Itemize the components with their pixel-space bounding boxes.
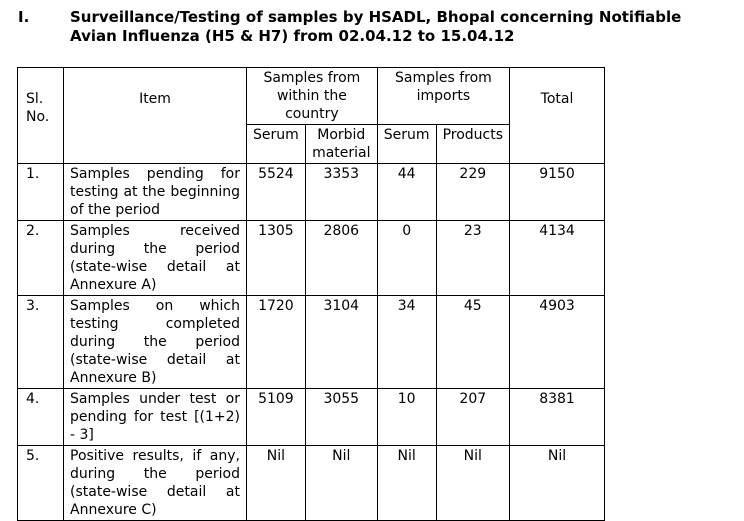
cell-products: 229	[436, 164, 509, 221]
cell-serum: 1720	[247, 296, 306, 389]
cell-item: Samples on which testing completed during the period (state-wise detail at Annexure B)	[64, 296, 247, 389]
cell-sl: 1.	[18, 164, 64, 221]
cell-sl: 4.	[18, 389, 64, 446]
cell-total: 4903	[510, 296, 605, 389]
cell-serum-imports: 44	[377, 164, 436, 221]
header-serum-imports: Serum	[377, 125, 436, 164]
cell-morbid: 3104	[305, 296, 377, 389]
header-within-country: Samples from within the country	[247, 68, 378, 125]
table-row	[18, 446, 605, 521]
cell-total: Nil	[510, 446, 605, 521]
table-row	[18, 164, 605, 221]
cell-total: 4134	[510, 221, 605, 296]
table-row	[18, 221, 605, 296]
cell-products: 207	[436, 389, 509, 446]
cell-products: 23	[436, 221, 509, 296]
cell-morbid: 2806	[305, 221, 377, 296]
header-row-1	[18, 68, 605, 125]
cell-total: 9150	[510, 164, 605, 221]
cell-morbid: Nil	[305, 446, 377, 521]
cell-serum: Nil	[247, 446, 306, 521]
header-products: Products	[436, 125, 509, 164]
cell-item: Samples received during the period (state-wise detail at Annexure A)	[64, 221, 247, 296]
cell-item: Positive results, if any, during the period (state-wise detail at Annexure C)	[64, 446, 247, 521]
cell-serum: 5109	[247, 389, 306, 446]
section-number: I.	[18, 8, 30, 26]
cell-serum-imports: 0	[377, 221, 436, 296]
cell-serum-imports: 10	[377, 389, 436, 446]
cell-morbid: 3055	[305, 389, 377, 446]
header-morbid-material: Morbid material	[305, 125, 377, 164]
header-sl-no: Sl. No.	[18, 68, 64, 164]
cell-sl: 5.	[18, 446, 64, 521]
cell-serum-imports: 34	[377, 296, 436, 389]
cell-sl: 2.	[18, 221, 64, 296]
cell-total: 8381	[510, 389, 605, 446]
section-title: Surveillance/Testing of samples by HSADL, Bhopal concerning Notifiable Avian Influenza (H5 & H7) from 02.04.12 to 15.04.12	[70, 8, 682, 45]
cell-serum: 1305	[247, 221, 306, 296]
surveillance-table	[17, 67, 605, 521]
header-serum: Serum	[247, 125, 306, 164]
cell-sl: 3.	[18, 296, 64, 389]
cell-products: 45	[436, 296, 509, 389]
cell-serum: 5524	[247, 164, 306, 221]
header-item: Item	[64, 68, 247, 164]
cell-products: Nil	[436, 446, 509, 521]
header-imports: Samples from imports	[377, 68, 509, 125]
header-total: Total	[510, 68, 605, 164]
cell-serum-imports: Nil	[377, 446, 436, 521]
table-row	[18, 389, 605, 446]
cell-item: Samples pending for testing at the beginning of the period	[64, 164, 247, 221]
cell-item: Samples under test or pending for test [(1+2) - 3]	[64, 389, 247, 446]
cell-morbid: 3353	[305, 164, 377, 221]
table-row	[18, 296, 605, 389]
